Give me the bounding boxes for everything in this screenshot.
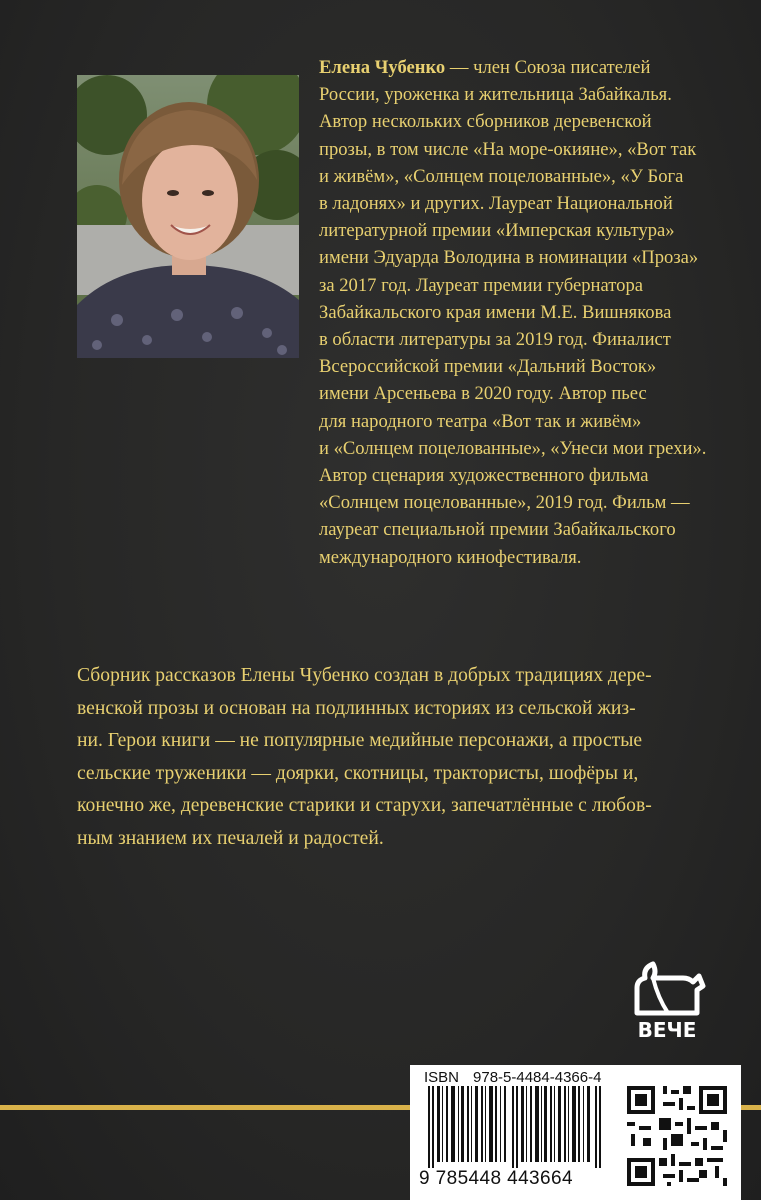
publisher-logo-icon [623, 958, 713, 1058]
bio-line: Автор нескольких сборников деревенской [319, 111, 652, 133]
bio-line: в ладонях» и других. Лауреат Национальной [319, 193, 673, 215]
barcode [420, 1086, 610, 1168]
publisher-logo-text: ВЕЧЕ [637, 1018, 697, 1042]
barcode-digits: 9 785448 443664 [419, 1168, 573, 1189]
annotation-line: сельские труженики — доярки, скотницы, трактористы, шофёры и, [77, 762, 639, 784]
bio-line: Автор сценария художественного фильма [319, 465, 649, 487]
isbn-number: 978-5-4484-4366-4 [473, 1069, 602, 1086]
bio-line: международного кинофестиваля. [319, 546, 582, 568]
bio-line: и «Солнцем поцелованные», «Унеси мои грехи». [319, 437, 707, 459]
bio-line: Забайкальского края имени М.Е. Вишнякова [319, 301, 672, 323]
annotation-line: конечно же, деревенские старики и старухи, запечатлённые с любов- [77, 795, 652, 817]
bio-line: для народного театра «Вот так и живём» [319, 410, 642, 432]
bio-line: имени Арсеньева в 2020 году. Автор пьес [319, 383, 647, 405]
bio-line: имени Эдуарда Володина в номинации «Проза» [319, 247, 699, 269]
bio-line: в области литературы за 2019 год. Финалист [319, 329, 671, 351]
bio-line: лауреат специальной премии Забайкальского [319, 519, 676, 541]
isbn-text [424, 1069, 601, 1086]
annotation-line: ным знанием их печалей и радостей. [77, 827, 384, 849]
bio-line: «Солнцем поцелованные», 2019 год. Фильм — [319, 492, 690, 514]
annotation-line: венской прозы и основан на подлинных историях из сельской жиз- [77, 697, 636, 719]
bio-line: Елена Чубенко — член Союза писателей [319, 57, 651, 78]
bio-line: России, уроженка и жительница Забайкалья. [319, 84, 672, 106]
bio-line: прозы, в том числе «На море-окияне», «Вот так [319, 138, 697, 160]
qr-code-icon [623, 1082, 731, 1190]
bio-line: за 2017 год. Лауреат премии губернатора [319, 274, 644, 296]
author-name: Елена Чубенко [319, 57, 446, 78]
book-annotation [77, 660, 717, 856]
bio-line: Всероссийской премии «Дальний Восток» [319, 356, 657, 378]
author-bio [319, 54, 749, 571]
bio-line: и живём», «Солнцем поцелованные», «У Бога [319, 165, 684, 187]
annotation-line: Сборник рассказов Елены Чубенко создан в добрых традициях дере- [77, 665, 652, 686]
annotation-line: ни. Герои книги — не популярные медийные персонажи, а простые [77, 730, 643, 752]
isbn-label: ISBN [424, 1069, 460, 1086]
bio-line: литературной премии «Имперская культура» [319, 220, 675, 242]
author-photo [77, 75, 299, 358]
